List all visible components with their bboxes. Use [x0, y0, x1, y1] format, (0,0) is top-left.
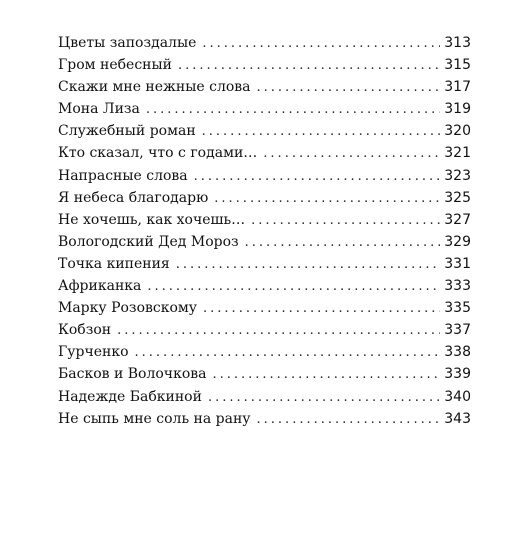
toc-dot-leader [202, 121, 441, 143]
toc-entry [58, 98, 471, 120]
toc-dot-leader [117, 320, 440, 342]
toc-dot-leader [176, 254, 441, 276]
toc-entry-page: 329 [444, 233, 471, 250]
toc-entry [58, 363, 471, 385]
toc-entry-page: 325 [444, 189, 471, 206]
toc-entry-title: Надежде Бабкиной [58, 388, 202, 405]
toc-entry-title: Марку Розовскому [58, 300, 198, 317]
toc-entry-title: Мона Лиза [58, 101, 140, 118]
toc-entry-page: 327 [444, 211, 471, 228]
toc-entry-page: 323 [444, 167, 471, 184]
toc-entry-page: 331 [444, 255, 471, 272]
toc-entry [58, 408, 471, 430]
toc-entry-title: Напрасные слова [58, 167, 188, 184]
toc-entry [58, 209, 471, 231]
toc-dot-leader [257, 77, 441, 99]
toc-entry-page: 339 [444, 366, 471, 383]
toc-entry-title: Я небеса благодарю [58, 189, 209, 206]
toc-entry-page: 321 [444, 145, 471, 162]
toc-entry [58, 187, 471, 209]
toc-entry [58, 142, 471, 164]
toc-entry-title: Африканка [58, 278, 142, 295]
toc-dot-leader [212, 364, 440, 386]
toc-entry [58, 341, 471, 363]
toc-entry-title: Гурченко [58, 344, 129, 361]
toc-dot-leader [245, 232, 441, 254]
toc-entry [58, 275, 471, 297]
toc-entry-title: Кобзон [58, 322, 112, 339]
toc-dot-leader [263, 143, 440, 165]
toc-entry [58, 297, 471, 319]
toc-dot-leader [146, 99, 440, 121]
toc-entry-title: Служебный роман [58, 123, 196, 140]
toc-dot-leader [135, 342, 441, 364]
toc-entry [58, 231, 471, 253]
toc-entry-page: 333 [444, 278, 471, 295]
toc-dot-leader [251, 210, 440, 232]
toc-dot-leader [147, 276, 440, 298]
toc-entry-title: Не хочешь, как хочешь… [58, 211, 246, 228]
toc-entry-page: 315 [444, 57, 471, 74]
toc-dot-leader [203, 298, 440, 320]
toc-entry-title: Гром небесный [58, 57, 172, 74]
toc-entry-page: 319 [444, 101, 471, 118]
toc-entry [58, 120, 471, 142]
toc-entry-page: 343 [444, 410, 471, 427]
toc-dot-leader [208, 387, 440, 409]
toc-dot-leader [202, 33, 440, 55]
toc-entry [58, 319, 471, 341]
toc-entry [58, 165, 471, 187]
toc-entry-page: 335 [444, 300, 471, 317]
toc-entry-title: Цветы запоздалые [58, 35, 197, 51]
toc-entry-page: 338 [444, 344, 471, 361]
toc-entry-title: Точка кипения [58, 255, 170, 272]
toc-entry [58, 386, 471, 408]
toc-entry-title: Скажи мне нежные слова [58, 79, 251, 96]
toc-entry-title: Кто сказал, что с годами… [58, 145, 258, 162]
toc-entry-page: 337 [444, 322, 471, 339]
toc-entry-page: 320 [444, 123, 471, 140]
toc-entry-page: 340 [444, 388, 471, 405]
toc-entry-title: Не сыпь мне соль на рану [58, 410, 251, 427]
toc-entry-page: 317 [444, 79, 471, 96]
toc-entry [58, 54, 471, 76]
toc-entry [58, 253, 471, 275]
toc-dot-leader [178, 55, 440, 77]
toc-entry-title: Басков и Волочкова [58, 366, 207, 383]
table-of-contents [58, 32, 471, 430]
toc-entry-title: Вологодский Дед Мороз [58, 233, 239, 250]
toc-dot-leader [194, 166, 441, 188]
toc-entry [58, 76, 471, 98]
toc-dot-leader [214, 188, 440, 210]
toc-entry [58, 32, 471, 54]
toc-dot-leader [257, 409, 441, 431]
toc-entry-page: 313 [444, 35, 471, 51]
